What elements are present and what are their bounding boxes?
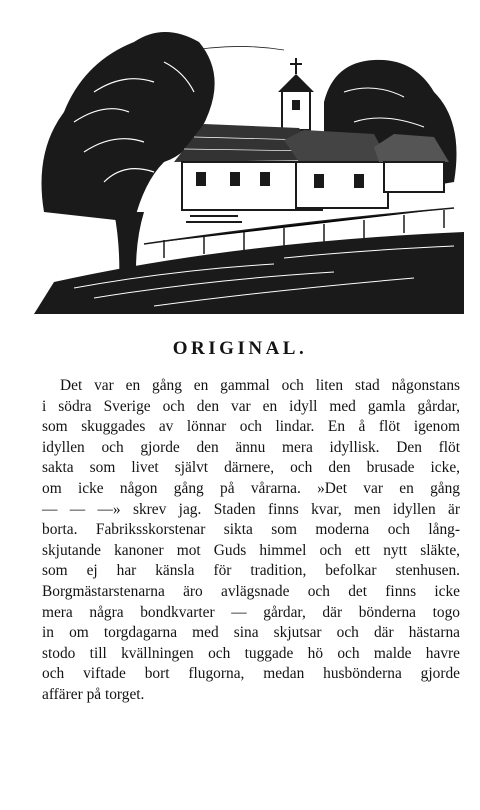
text-line: i södra Sverige och den var en idyll med gamla gårdar, (42, 397, 460, 415)
text-line: och viftade bort flugorna, medan husbönderna gjorde (42, 665, 460, 683)
text-line: mera några bondkvarter — gårdar, där bönderna togo (42, 603, 460, 621)
text-line: affärer på torget. (42, 685, 145, 703)
text-line: som skuggades av lönnar och lindar. En å flöt igenom (42, 418, 460, 436)
text-line: skjutande kanoner mot Guds himmel och ett nytt släkte, (42, 541, 460, 559)
text-line: Det var en gång en gammal och liten stad någonstans (60, 377, 460, 394)
text-line: om icke någon gång på vårarna. »Det var en gång (42, 479, 460, 497)
text-line: in om torgdagarna med sina skjutsar och där hästarna (42, 624, 460, 642)
text-line: stodo till kvällningen och tuggade hö och malde havre (42, 644, 460, 662)
text-line: som ej har känsla för tradition, befolkar stenhusen. (42, 562, 460, 580)
text-line: idyllen och gjorde den ännu mera idyllisk. Den flöt (42, 438, 460, 456)
text-line: sakta som livet självt därnere, och den brusade icke, (42, 459, 460, 477)
text-line: — — —» skrev jag. Staden finns kvar, men idyllen är (42, 500, 460, 518)
village-church-sketch-icon (34, 12, 464, 314)
text-line: borta. Fabriksskorstenar sikta som moderna och lång- (42, 521, 460, 539)
body-paragraph (42, 376, 460, 706)
village-illustration (34, 12, 464, 314)
page-title: ORIGINAL. (172, 338, 308, 359)
text-line: Borgmästarstenarna äro avlägsnade och det finns icke (42, 582, 460, 600)
